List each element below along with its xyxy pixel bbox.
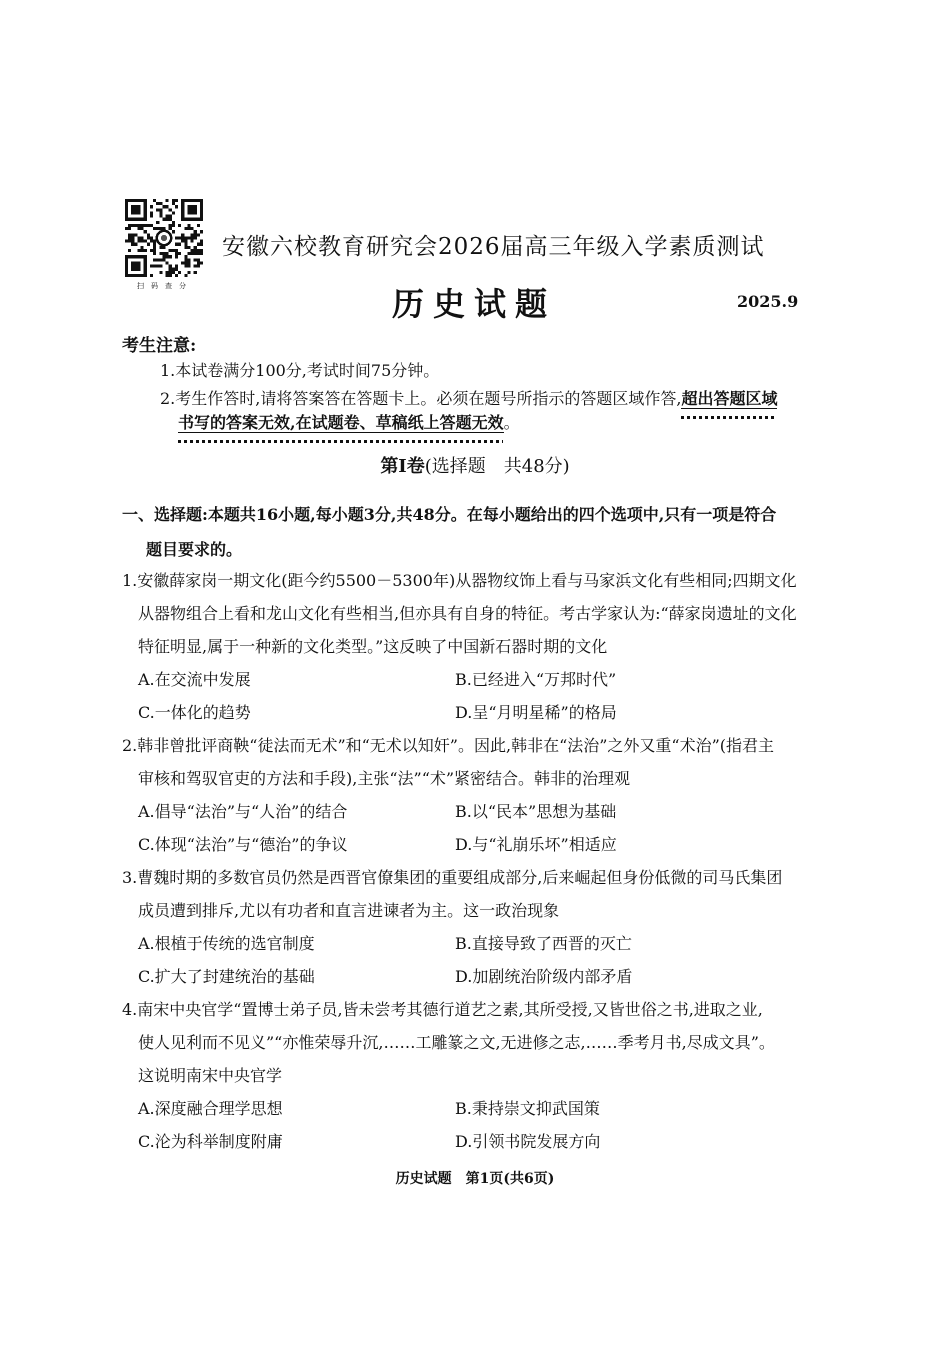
q3-line-2: 成员遭到排斥,尤以有功者和直言进谏者为主。这一政治现象 [138, 901, 560, 920]
section-instructions-cont: 题目要求的。 [146, 540, 243, 559]
q4-line-2: 使人见利而不见义”“亦惟荣辱升沉,……工雕篆之文,无进修之志,……季考月书,尽成文具”。 [138, 1033, 775, 1052]
q4-line-1: 4.南宋中央官学“置博士弟子员,皆未尝考其德行道艺之素,其所受授,又皆世俗之书,进取之业, [122, 1000, 763, 1019]
q3-line-1: 3.曹魏时期的多数官员仍然是西晋官僚集团的重要组成部分,后来崛起但身份低微的司马氏集团 [122, 868, 783, 887]
section-instructions: 一、选择题:本题共16小题,每小题3分,共48分。在每小题给出的四个选项中,只有一项是符合 [122, 505, 777, 524]
part-heading [0, 452, 950, 478]
exam-date: 2025.9 [737, 292, 799, 311]
notice-item-2-text: 2.考生作答时,请将答案答在答题卡上。必须在题号所指示的答题区域作答, [160, 389, 682, 408]
q2-option-a: A.倡导“法治”与“人治”的结合 [138, 802, 348, 821]
q3-option-b: B.直接导致了西晋的灭亡 [455, 934, 632, 953]
notice-emphasis-cont: 书写的答案无效,在试题卷、草稿纸上答题无效 [178, 413, 504, 432]
part-title: 第Ⅰ卷 [380, 456, 425, 477]
q2-line-2: 审核和驾驭官吏的方法和手段),主张“法”“术”紧密结合。韩非的治理观 [138, 769, 631, 788]
notice-item-2 [160, 386, 777, 409]
q4-option-b: B.秉持崇文抑武国策 [455, 1099, 600, 1118]
q1-option-b: B.已经进入“万邦时代” [455, 670, 617, 689]
notice-item-2-cont [178, 410, 520, 433]
notice-emphasis: 超出答题区域 [681, 389, 778, 408]
notice-end: 。 [503, 413, 520, 432]
q4-option-a: A.深度融合理学思想 [138, 1099, 283, 1118]
qr-code [124, 199, 204, 277]
q1-line-2: 从器物组合上看和龙山文化有些相当,但亦具有自身的特征。考古学家认为:“薛家岗遗址的文化 [138, 604, 797, 623]
q1-option-c: C.一体化的趋势 [138, 703, 251, 722]
notice-item-1: 1.本试卷满分100分,考试时间75分钟。 [160, 361, 440, 380]
q3-option-a: A.根植于传统的选官制度 [138, 934, 315, 953]
q1-line-3: 特征明显,属于一种新的文化类型。”这反映了中国新石器时期的文化 [138, 637, 608, 656]
q4-line-3: 这说明南宋中央官学 [138, 1066, 283, 1085]
q3-option-d: D.加剧统治阶级内部矛盾 [455, 967, 633, 986]
q2-option-b: B.以“民本”思想为基础 [455, 802, 617, 821]
page-title: 历史试题 [392, 285, 557, 323]
q2-line-1: 2.韩非曾批评商鞅“徒法而无术”和“无术以知奸”。因此,韩非在“法治”之外又重“术治”(指君主 [122, 736, 775, 755]
q3-option-c: C.扩大了封建统治的基础 [138, 967, 315, 986]
qr-caption: 扫码查分 [137, 282, 193, 290]
notice-heading: 考生注意: [122, 336, 197, 356]
exam-title: 安徽六校教育研究会2026届高三年级入学素质测试 [222, 234, 765, 260]
q1-option-a: A.在交流中发展 [138, 670, 251, 689]
q2-option-d: D.与“礼崩乐坏”相适应 [455, 835, 617, 854]
q4-option-d: D.引领书院发展方向 [455, 1132, 601, 1151]
part-desc: (选择题 共48分) [424, 456, 570, 477]
page-footer: 历史试题 第1页(共6页) [395, 1171, 555, 1187]
q4-option-c: C.沦为科举制度附庸 [138, 1132, 283, 1151]
q1-line-1: 1.安徽薛家岗一期文化(距今约5500－5300年)从器物纹饰上看与马家浜文化有些相同;四期文化 [122, 571, 797, 590]
q1-option-d: D.呈“月明星稀”的格局 [455, 703, 617, 722]
q2-option-c: C.体现“法治”与“德治”的争议 [138, 835, 348, 854]
